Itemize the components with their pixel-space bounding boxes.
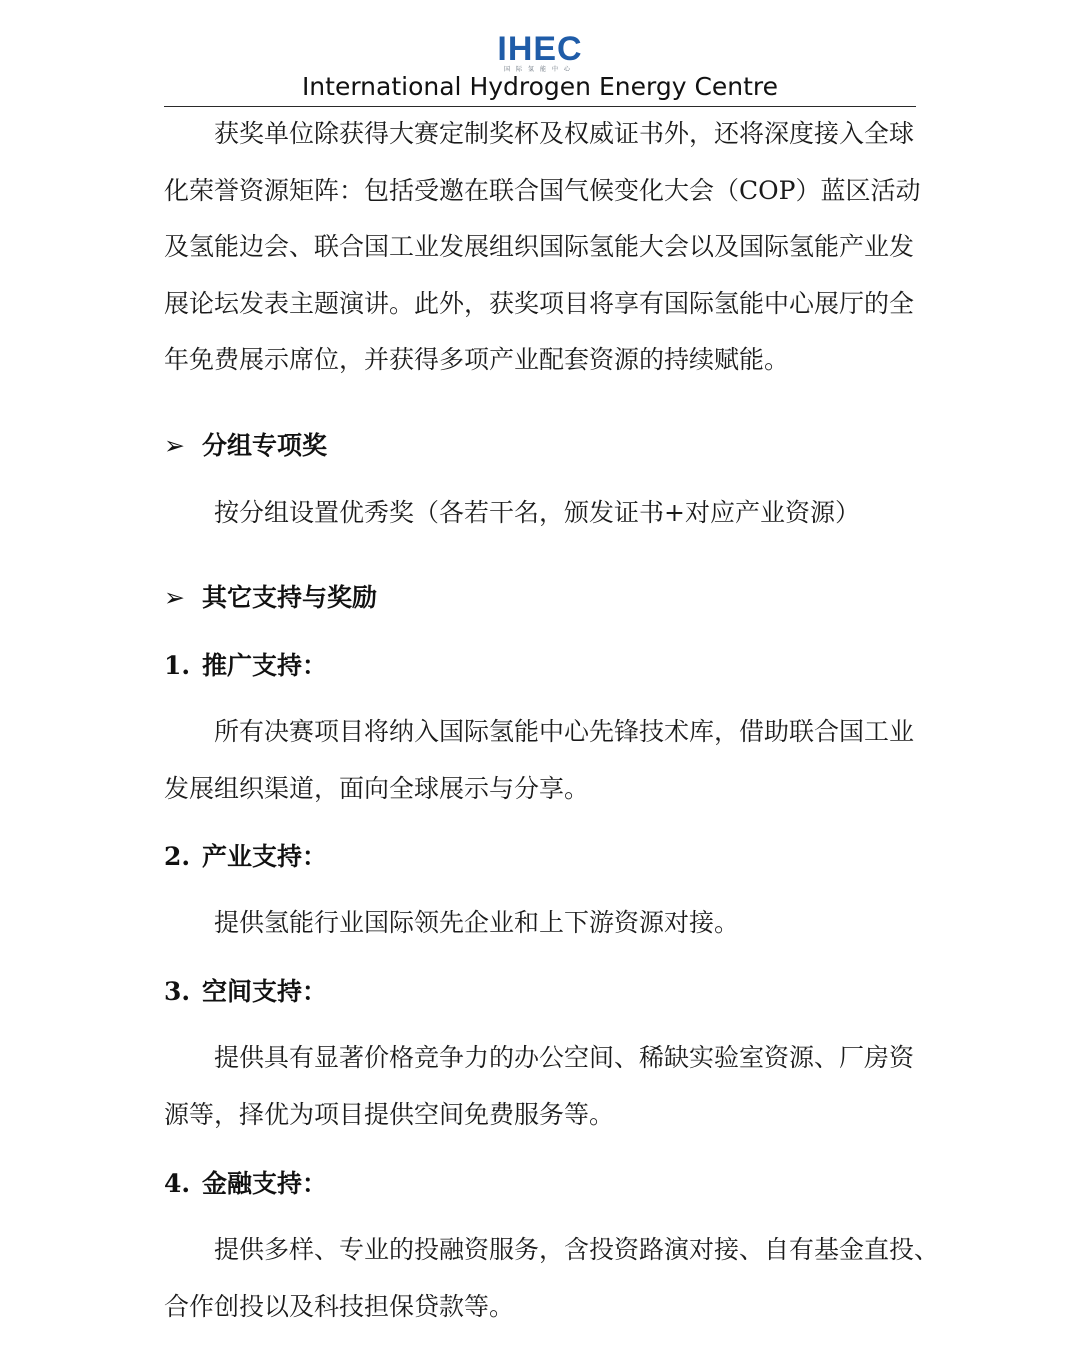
- paragraph-line: 展论坛发表主题演讲。此外，获奖项目将享有国际氢能中心展厅的全: [164, 288, 915, 318]
- item-title: 空间支持：: [202, 977, 328, 1006]
- paragraph-line: 提供具有显著价格竞争力的办公空间、稀缺实验室资源、厂房资: [214, 1043, 915, 1072]
- group-award-paragraph: [164, 485, 916, 542]
- item-number: 3.: [164, 977, 191, 1006]
- intro-paragraph: [164, 106, 921, 389]
- paragraph-line: 及氢能边会、联合国工业发展组织国际氢能大会以及国际氢能产业发: [164, 232, 915, 261]
- arrow-bullet-icon: ➢: [164, 583, 185, 612]
- section-heading-group-award: [164, 431, 916, 461]
- arrow-bullet-icon: ➢: [164, 431, 185, 460]
- item-heading-industry: [164, 842, 916, 872]
- page-header: [164, 28, 916, 107]
- paragraph-line: 化荣誉资源矩阵：包括受邀在联合国气候变化大会（COP）蓝区活动: [164, 175, 921, 205]
- section-title: 分组专项奖: [202, 431, 328, 460]
- paragraph-line: 源等，择优为项目提供空间免费服务等。: [164, 1099, 615, 1129]
- item-title: 产业支持：: [202, 842, 328, 871]
- section-title: 其它支持与奖励: [202, 583, 378, 612]
- paragraph-line: 提供多样、专业的投融资服务，含投资路演对接、自有基金直投、: [214, 1235, 940, 1264]
- item-heading-space: [164, 977, 916, 1007]
- paragraph-line: 按分组设置优秀奖（各若干名，颁发证书+对应产业资源）: [214, 498, 860, 527]
- logo-subtext: 国际氢能中心: [503, 66, 576, 73]
- item-title: 金融支持：: [202, 1169, 328, 1198]
- logo: [164, 32, 916, 74]
- item-paragraph-promotion: [164, 704, 916, 817]
- item-paragraph-finance: [164, 1222, 940, 1335]
- item-heading-finance: [164, 1169, 916, 1199]
- item-number: 2.: [164, 842, 191, 871]
- item-number: 4.: [164, 1169, 191, 1198]
- paragraph-line: 获奖单位除获得大赛定制奖杯及权威证书外，还将深度接入全球: [214, 119, 915, 148]
- item-title: 推广支持：: [202, 651, 328, 680]
- item-paragraph-industry: [164, 895, 916, 952]
- item-number: 1.: [164, 651, 191, 680]
- item-paragraph-space: [164, 1030, 916, 1143]
- section-heading-other-support: [164, 583, 916, 613]
- paragraph-line: 年免费展示席位，并获得多项产业配套资源的持续赋能。: [164, 345, 790, 374]
- paragraph-line: 所有决赛项目将纳入国际氢能中心先锋技术库，借助联合国工业: [214, 717, 915, 746]
- organization-name: International Hydrogen Energy Centre: [301, 72, 779, 101]
- logo-text: IHEC: [497, 30, 583, 68]
- paragraph-line: 提供氢能行业国际领先企业和上下游资源对接。: [214, 908, 740, 937]
- paragraph-line: 发展组织渠道，面向全球展示与分享。: [164, 773, 590, 803]
- item-heading-promotion: [164, 651, 916, 681]
- paragraph-line: 合作创投以及科技担保贷款等。: [164, 1291, 515, 1321]
